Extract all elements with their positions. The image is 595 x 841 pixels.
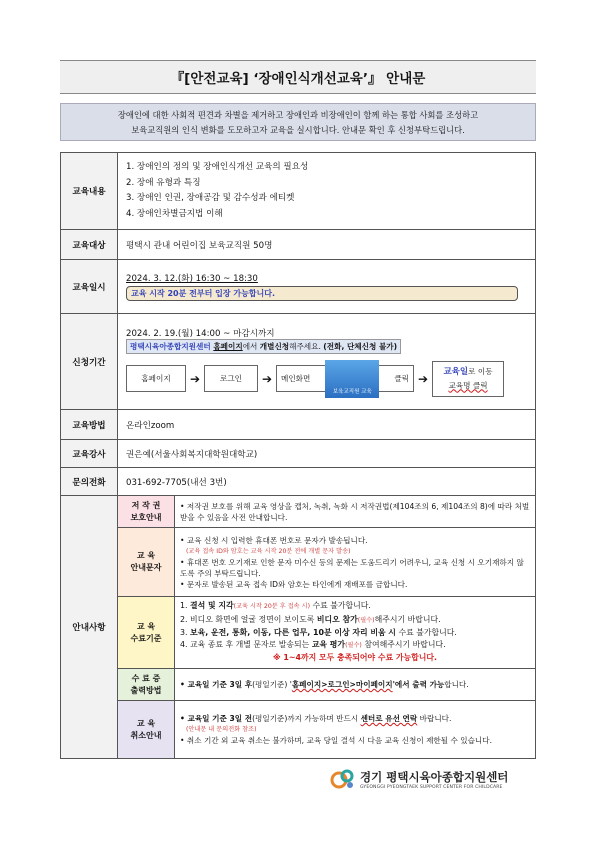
- certificate-label-1: 수 료 증: [131, 673, 161, 683]
- sms-notes: [175, 528, 536, 597]
- arrow-right-icon: ➔: [261, 371, 273, 386]
- step-final: [432, 361, 504, 397]
- criteria-label-2: 수료기준: [130, 633, 162, 643]
- cancel-bullet-2: • 취소 기간 외 교육 취소는 불가하며, 교육 당일 결석 시 다음 교육 신청이 제한될 수 있습니다.: [180, 736, 493, 745]
- info-table: [60, 152, 536, 759]
- criteria-2-c: 해주시기 바랍니다.: [374, 614, 441, 624]
- apply-notice: [126, 339, 401, 354]
- apply-notice-f: (전화, 단체신청 불가): [323, 341, 398, 351]
- label-schedule: 교육일시: [61, 260, 118, 314]
- org-logo: [330, 766, 508, 792]
- criteria-3: [180, 627, 530, 639]
- row-lecturer: [61, 440, 536, 468]
- cancel-label: [118, 701, 175, 759]
- note-sms: [61, 528, 536, 597]
- step-final-b: 로 이동: [468, 366, 493, 376]
- book-icon: [325, 360, 379, 398]
- label-apply: 신청기간: [61, 314, 118, 410]
- content-item-1: 1. 장애인의 정의 및 장애인식개선 교육의 필요성: [126, 162, 309, 172]
- phone-value: 031-692-7705(내선 3번): [118, 468, 536, 496]
- criteria-label: [118, 597, 175, 669]
- org-name-en: GYEONGGI PYEONGTAEK SUPPORT CENTER FOR CHILDCARE: [360, 784, 503, 790]
- copyright-label-1: 저 작 권: [131, 500, 161, 510]
- criteria-2-a: 2. 비디오 화면에 얼굴 정면이 보이도록: [180, 614, 317, 624]
- certificate-b: (평일기준) ': [252, 680, 292, 689]
- arrow-right-icon: ➔: [189, 371, 201, 386]
- sms-label: [118, 528, 175, 597]
- schedule-notice: [126, 286, 518, 301]
- cancel-1-a: • 교육일 기준 3일 전: [180, 714, 253, 723]
- target-value: 평택시 관내 어린이집 보육교직원 50명: [118, 230, 536, 260]
- step-final-c: 교육명 클릭: [448, 380, 488, 390]
- schedule-value: 2024. 3. 12.(화) 16:30 ~ 18:30: [126, 274, 258, 284]
- apply-notice-e: 해주세요.: [289, 341, 324, 351]
- criteria-label-1: 교 육: [136, 621, 156, 631]
- row-schedule: [61, 260, 536, 314]
- schedule-notice-text: 교육 시작 20분 전부터 입장 가능합니다.: [131, 289, 276, 298]
- note-cancel: [61, 701, 536, 759]
- certificate-d: '에서 출력 가능: [392, 680, 445, 689]
- label-target: 교육대상: [61, 230, 118, 260]
- cancel-label-2: 취소안내: [130, 730, 162, 740]
- apply-cell: [118, 314, 536, 410]
- apply-notice-c: 에서: [242, 341, 260, 351]
- apply-notice-a: 평택시육아종합지원센터: [130, 341, 214, 351]
- note-criteria: [61, 597, 536, 669]
- document-title: [60, 60, 536, 94]
- sms-label-2: 안내문자: [130, 563, 162, 572]
- intro-box: [60, 103, 536, 141]
- org-name: 경기 평택시육아종합지원센터: [360, 769, 509, 784]
- cancel-notes: [175, 701, 536, 759]
- step-click-label: 클릭: [394, 374, 409, 383]
- criteria-1: [180, 600, 530, 613]
- sms-bullet-1-small: (교육 접속 ID와 암호는 교육 시작 20분 전에 개별 문자 발송): [186, 547, 351, 555]
- certificate-a: • 교육일 기준 3일 후: [180, 680, 253, 689]
- step-main-label: 메인화면: [281, 374, 311, 383]
- note-copyright: [61, 496, 536, 528]
- schedule-cell: [118, 260, 536, 314]
- apply-value: 2024. 2. 19.(월) 14:00 ~ 마감시까지: [126, 328, 275, 339]
- content-list: [118, 153, 536, 230]
- criteria-3-a: 3.: [180, 627, 191, 637]
- step-login: 로그인: [204, 365, 258, 392]
- row-method: [61, 410, 536, 440]
- criteria-warning: ※ 1~4까지 모두 충족되어야 수료 가능합니다.: [273, 653, 437, 663]
- copyright-label-2: 보호안내: [130, 512, 162, 522]
- cancel-1-d: 바랍니다.: [417, 714, 452, 723]
- certificate-label-2: 출력방법: [130, 685, 162, 695]
- criteria-1-small: (교육 시작 20분 후 접속 시): [233, 603, 310, 611]
- step-main: [276, 365, 414, 395]
- sms-label-1: 교 육: [136, 551, 156, 560]
- lecturer-value: 권은예(서울사회복지대학원대학교): [118, 440, 536, 468]
- criteria-4-b: 교육 평가: [311, 640, 346, 650]
- content-item-4: 4. 장애인차별금지법 이해: [126, 208, 223, 219]
- step-home: 홈페이지: [126, 365, 186, 392]
- criteria-2-small: (필수): [357, 616, 375, 624]
- row-apply: [61, 314, 536, 410]
- criteria-1-a: 1.: [180, 601, 191, 611]
- certificate-text: [175, 669, 536, 701]
- cancel-1-b: (평일기준)까지 가능하며 반드시: [252, 714, 361, 723]
- sms-bullet-3: • 문자로 발송된 교육 접속 ID와 암호는 타인에게 재배포를 금합니다.: [180, 579, 408, 589]
- cancel-bullet-1-small: (안내문 내 문의전화 참조): [186, 726, 257, 733]
- criteria-notes: [175, 597, 536, 669]
- sms-bullet-2: • 휴대폰 번호 오기재로 인한 문자 미수신 등의 문제는 도움드리기 어려우니, 교육 신청 시 오기재하지 않도록 주의 부탁드립니다.: [180, 557, 524, 578]
- label-method: 교육방법: [61, 410, 118, 440]
- label-notes: 안내사항: [61, 496, 118, 759]
- apply-notice-b: 홈페이지: [213, 341, 243, 351]
- apply-steps: [126, 361, 527, 397]
- cancel-label-1: 교 육: [136, 718, 156, 728]
- copyright-text: • 저작권 보호를 위해 교육 영상을 캡처, 녹취, 녹화 시 저작권법(제104조의 6, 제104조의 8)에 따라 처벌받을 수 있음을 사전 안내합니다.: [175, 496, 536, 528]
- label-phone: 문의전화: [61, 468, 118, 496]
- copyright-label: [118, 496, 175, 528]
- book-label: 보육교직원 교육: [332, 388, 372, 395]
- criteria-2: [180, 614, 530, 627]
- certificate-c: 홈페이지>로그인>마이페이지: [291, 680, 393, 689]
- sms-bullet-1: • 교육 신청 시 입력한 휴대폰 번호로 문자가 발송됩니다.: [180, 535, 368, 545]
- criteria-4-c: 참여해주시기 바랍니다.: [361, 640, 446, 650]
- row-content: [61, 153, 536, 230]
- criteria-4: [180, 639, 530, 652]
- criteria-4-small: (필수): [345, 642, 362, 650]
- certificate-label: [118, 669, 175, 701]
- row-phone: [61, 468, 536, 496]
- criteria-3-c: 수료 불가합니다.: [395, 627, 457, 637]
- arrow-right-icon: ➔: [417, 371, 429, 386]
- logo-text: [360, 769, 508, 790]
- cancel-bullet-1: [180, 713, 530, 724]
- note-certificate: [61, 669, 536, 701]
- label-lecturer: 교육강사: [61, 440, 118, 468]
- row-target: [61, 230, 536, 260]
- criteria-4-a: 4. 교육 종료 후 개별 문자로 발송되는: [180, 640, 312, 650]
- certificate-e: 합니다.: [444, 680, 469, 689]
- title-text: 『[안전교육] ‘장애인식개선교육’』 안내문: [170, 71, 426, 87]
- content-item-2: 2. 장애 유형과 특징: [126, 177, 201, 188]
- criteria-1-c: 수료 불가합니다.: [310, 601, 371, 611]
- method-value: 온라인zoom: [118, 410, 536, 440]
- apply-notice-d: 개별신청: [259, 341, 290, 351]
- intro-line-1: 장애인에 대한 사회적 편견과 차별을 제거하고 장애인과 비장애인이 함께 하는 통합 사회를 조성하고: [117, 110, 479, 120]
- step-final-a: 교육일: [443, 366, 469, 377]
- intro-line-2: 보육교직원의 인식 변화를 도모하고자 교육을 실시합니다. 안내문 확인 후 신청부탁드립니다.: [131, 125, 465, 135]
- criteria-3-b: 보육, 운전, 통화, 이동, 다른 업무, 10분 이상 자리 비움 시: [190, 627, 396, 637]
- label-content: 교육내용: [61, 153, 118, 230]
- logo-mark-icon: [330, 766, 356, 792]
- criteria-2-b: 비디오 참가: [316, 614, 358, 624]
- content-item-3: 3. 장애인 인권, 장애공감 및 감수성과 에티켓: [126, 193, 295, 203]
- criteria-1-b: 결석 및 지각: [190, 601, 234, 611]
- cancel-1-c: 센터로 유선 연락: [360, 714, 418, 723]
